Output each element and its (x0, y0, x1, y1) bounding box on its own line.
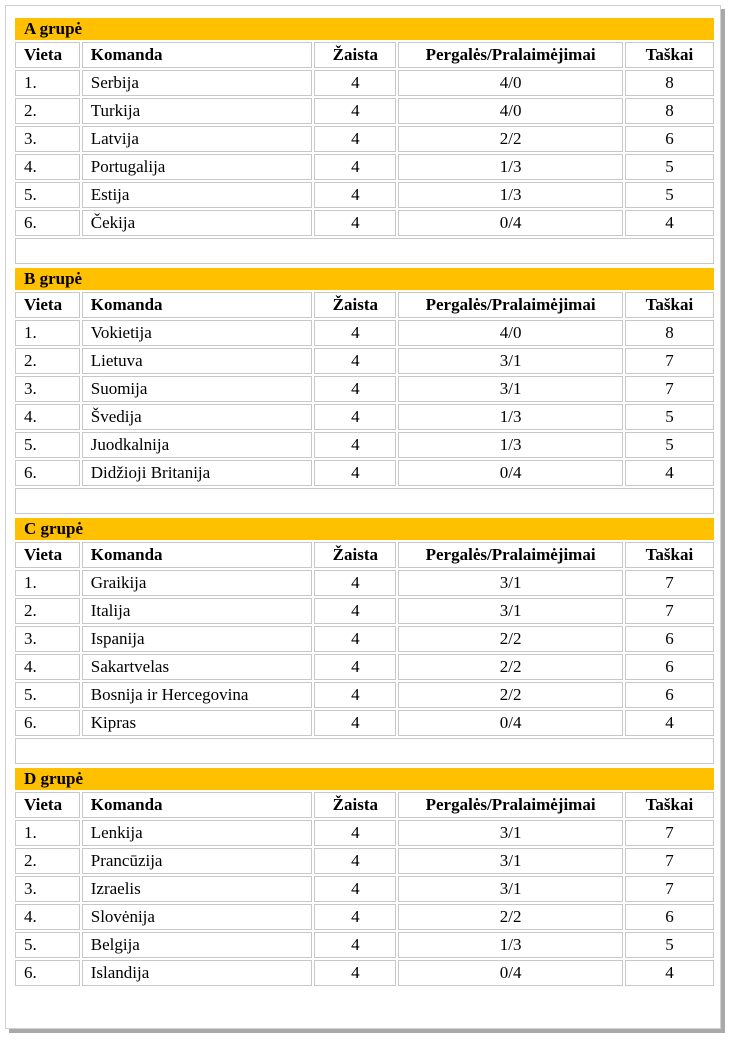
cell-points[interactable]: 7 (625, 876, 714, 902)
table-row (15, 154, 714, 180)
cell-points[interactable]: 5 (625, 154, 714, 180)
cell-played[interactable]: 4 (314, 432, 396, 458)
table-row (15, 848, 714, 874)
cell-place[interactable]: 3. (15, 126, 80, 152)
cell-team[interactable]: Didžioji Britanija (82, 460, 313, 486)
cell-wl[interactable]: 1/3 (398, 432, 623, 458)
cell-team[interactable]: Ispanija (82, 626, 313, 652)
cell-place[interactable]: 4. (15, 654, 80, 680)
cell-wl[interactable]: 4/0 (398, 320, 623, 346)
cell-place[interactable]: 6. (15, 210, 80, 236)
cell-place[interactable]: 6. (15, 710, 80, 736)
table-row (15, 960, 714, 986)
cell-team[interactable]: Čekija (82, 210, 313, 236)
cell-place[interactable]: 4. (15, 154, 80, 180)
header-points[interactable]: Taškai (625, 42, 714, 68)
cell-points[interactable]: 8 (625, 320, 714, 346)
header-wl[interactable]: Pergalės/Pralaimėjimai (398, 542, 623, 568)
header-row (15, 542, 714, 568)
cell-place[interactable]: 6. (15, 960, 80, 986)
header-wl[interactable]: Pergalės/Pralaimėjimai (398, 42, 623, 68)
empty-row (15, 488, 714, 514)
cell-played[interactable]: 4 (314, 404, 396, 430)
cell-team[interactable]: Sakartvelas (82, 654, 313, 680)
cell-played[interactable]: 4 (314, 654, 396, 680)
cell-team[interactable]: Suomija (82, 376, 313, 402)
group-title-row (15, 18, 714, 40)
header-points[interactable]: Taškai (625, 542, 714, 568)
header-row (15, 292, 714, 318)
cell-wl[interactable]: 2/2 (398, 904, 623, 930)
cell-wl[interactable]: 1/3 (398, 932, 623, 958)
cell-wl[interactable]: 3/1 (398, 348, 623, 374)
cell-team[interactable]: Vokietija (82, 320, 313, 346)
cell-wl[interactable]: 1/3 (398, 182, 623, 208)
header-played[interactable]: Žaista (314, 42, 396, 68)
cell-points[interactable]: 7 (625, 820, 714, 846)
cell-team[interactable]: Švedija (82, 404, 313, 430)
cell-played[interactable]: 4 (314, 98, 396, 124)
cell-played[interactable]: 4 (314, 960, 396, 986)
group-table-1 (13, 266, 716, 516)
table-row (15, 210, 714, 236)
cell-points[interactable]: 6 (625, 626, 714, 652)
header-team[interactable]: Komanda (82, 42, 313, 68)
table-row (15, 432, 714, 458)
cell-team[interactable]: Izraelis (82, 876, 313, 902)
header-row (15, 792, 714, 818)
cell-team[interactable]: Serbija (82, 70, 313, 96)
table-row (15, 98, 714, 124)
cell-points[interactable]: 7 (625, 348, 714, 374)
cell-points[interactable]: 4 (625, 960, 714, 986)
header-wl[interactable]: Pergalės/Pralaimėjimai (398, 292, 623, 318)
group-table-0 (13, 16, 716, 266)
table-row (15, 682, 714, 708)
cell-wl[interactable]: 4/0 (398, 70, 623, 96)
cell-wl[interactable]: 3/1 (398, 876, 623, 902)
table-row (15, 70, 714, 96)
cell-team[interactable]: Slovėnija (82, 904, 313, 930)
cell-points[interactable]: 6 (625, 126, 714, 152)
cell-place[interactable]: 2. (15, 598, 80, 624)
table-row (15, 654, 714, 680)
table-row (15, 710, 714, 736)
cell-played[interactable]: 4 (314, 682, 396, 708)
table-row (15, 904, 714, 930)
cell-wl[interactable]: 1/3 (398, 404, 623, 430)
cell-wl[interactable]: 2/2 (398, 626, 623, 652)
table-row (15, 404, 714, 430)
table-row (15, 598, 714, 624)
header-played[interactable]: Žaista (314, 542, 396, 568)
cell-played[interactable]: 4 (314, 848, 396, 874)
cell-wl[interactable]: 4/0 (398, 98, 623, 124)
empty-row (15, 738, 714, 764)
cell-place[interactable]: 2. (15, 98, 80, 124)
cell-place[interactable]: 5. (15, 182, 80, 208)
table-row (15, 876, 714, 902)
cell-wl[interactable]: 0/4 (398, 710, 623, 736)
cell-played[interactable]: 4 (314, 626, 396, 652)
header-team[interactable]: Komanda (82, 542, 313, 568)
cell-place[interactable]: 4. (15, 904, 80, 930)
cell-place[interactable]: 5. (15, 932, 80, 958)
header-place[interactable]: Vieta (15, 792, 80, 818)
cell-points[interactable]: 8 (625, 98, 714, 124)
cell-wl[interactable]: 3/1 (398, 598, 623, 624)
table-row (15, 626, 714, 652)
cell-played[interactable]: 4 (314, 904, 396, 930)
cell-wl[interactable]: 3/1 (398, 376, 623, 402)
cell-wl[interactable]: 1/3 (398, 154, 623, 180)
cell-played[interactable]: 4 (314, 348, 396, 374)
cell-points[interactable]: 7 (625, 570, 714, 596)
table-row (15, 320, 714, 346)
cell-wl[interactable]: 3/1 (398, 820, 623, 846)
header-place[interactable]: Vieta (15, 292, 80, 318)
cell-team[interactable]: Islandija (82, 960, 313, 986)
cell-place[interactable]: 1. (15, 570, 80, 596)
cell-wl[interactable]: 2/2 (398, 654, 623, 680)
table-row (15, 570, 714, 596)
header-team[interactable]: Komanda (82, 792, 313, 818)
cell-played[interactable]: 4 (314, 210, 396, 236)
group-table-2 (13, 516, 716, 766)
cell-place[interactable]: 2. (15, 848, 80, 874)
cell-played[interactable]: 4 (314, 70, 396, 96)
cell-points[interactable]: 5 (625, 404, 714, 430)
cell-points[interactable]: 7 (625, 598, 714, 624)
cell-points[interactable]: 5 (625, 432, 714, 458)
cell-team[interactable]: Prancūzija (82, 848, 313, 874)
cell-played[interactable]: 4 (314, 376, 396, 402)
header-place[interactable]: Vieta (15, 542, 80, 568)
cell-place[interactable]: 2. (15, 348, 80, 374)
cell-played[interactable]: 4 (314, 154, 396, 180)
cell-played[interactable]: 4 (314, 182, 396, 208)
group-title[interactable]: A grupė (15, 18, 714, 40)
cell-place[interactable]: 3. (15, 626, 80, 652)
cell-place[interactable]: 1. (15, 820, 80, 846)
cell-points[interactable]: 7 (625, 376, 714, 402)
cell-team[interactable]: Italija (82, 598, 313, 624)
empty-row (15, 238, 714, 264)
cell-played[interactable]: 4 (314, 320, 396, 346)
cell-played[interactable]: 4 (314, 598, 396, 624)
cell-team[interactable]: Juodkalnija (82, 432, 313, 458)
table-row (15, 932, 714, 958)
cell-played[interactable]: 4 (314, 710, 396, 736)
header-wl[interactable]: Pergalės/Pralaimėjimai (398, 792, 623, 818)
cell-points[interactable]: 6 (625, 654, 714, 680)
cell-place[interactable]: 5. (15, 682, 80, 708)
cell-wl[interactable]: 3/1 (398, 848, 623, 874)
cell-wl[interactable]: 2/2 (398, 682, 623, 708)
header-played[interactable]: Žaista (314, 792, 396, 818)
cell-place[interactable]: 3. (15, 376, 80, 402)
cell-points[interactable]: 6 (625, 682, 714, 708)
cell-place[interactable]: 5. (15, 432, 80, 458)
cell-played[interactable]: 4 (314, 932, 396, 958)
table-row (15, 460, 714, 486)
cell-played[interactable]: 4 (314, 876, 396, 902)
cell-team[interactable]: Estija (82, 182, 313, 208)
group-title-row (15, 768, 714, 790)
group-table-3 (13, 766, 716, 988)
cell-team[interactable]: Bosnija ir Hercegovina (82, 682, 313, 708)
cell-team[interactable]: Lietuva (82, 348, 313, 374)
document-page (5, 5, 721, 1029)
cell-team[interactable]: Turkija (82, 98, 313, 124)
cell-points[interactable]: 5 (625, 182, 714, 208)
header-row (15, 42, 714, 68)
header-place[interactable]: Vieta (15, 42, 80, 68)
table-row (15, 820, 714, 846)
cell-points[interactable]: 5 (625, 932, 714, 958)
group-title[interactable]: C grupė (15, 518, 714, 540)
cell-points[interactable]: 8 (625, 70, 714, 96)
cell-points[interactable]: 6 (625, 904, 714, 930)
table-row (15, 376, 714, 402)
table-row (15, 348, 714, 374)
document-content (14, 16, 715, 988)
cell-points[interactable]: 7 (625, 848, 714, 874)
cell-team[interactable]: Kipras (82, 710, 313, 736)
cell-played[interactable]: 4 (314, 820, 396, 846)
table-row (15, 126, 714, 152)
empty-cell[interactable] (15, 238, 714, 264)
cell-team[interactable]: Latvija (82, 126, 313, 152)
cell-wl[interactable]: 2/2 (398, 126, 623, 152)
group-title-row (15, 268, 714, 290)
cell-place[interactable]: 6. (15, 460, 80, 486)
cell-wl[interactable]: 0/4 (398, 460, 623, 486)
header-team[interactable]: Komanda (82, 292, 313, 318)
cell-team[interactable]: Belgija (82, 932, 313, 958)
cell-team[interactable]: Portugalija (82, 154, 313, 180)
header-points[interactable]: Taškai (625, 292, 714, 318)
cell-place[interactable]: 1. (15, 70, 80, 96)
cell-place[interactable]: 1. (15, 320, 80, 346)
header-played[interactable]: Žaista (314, 292, 396, 318)
cell-wl[interactable]: 0/4 (398, 210, 623, 236)
group-title[interactable]: D grupė (15, 768, 714, 790)
cell-points[interactable]: 4 (625, 710, 714, 736)
cell-team[interactable]: Graikija (82, 570, 313, 596)
table-row (15, 182, 714, 208)
cell-points[interactable]: 4 (625, 460, 714, 486)
cell-wl[interactable]: 3/1 (398, 570, 623, 596)
empty-cell[interactable] (15, 738, 714, 764)
group-title[interactable]: B grupė (15, 268, 714, 290)
cell-played[interactable]: 4 (314, 126, 396, 152)
cell-place[interactable]: 3. (15, 876, 80, 902)
cell-wl[interactable]: 0/4 (398, 960, 623, 986)
header-points[interactable]: Taškai (625, 792, 714, 818)
cell-team[interactable]: Lenkija (82, 820, 313, 846)
empty-cell[interactable] (15, 488, 714, 514)
cell-played[interactable]: 4 (314, 570, 396, 596)
cell-place[interactable]: 4. (15, 404, 80, 430)
cell-played[interactable]: 4 (314, 460, 396, 486)
cell-points[interactable]: 4 (625, 210, 714, 236)
group-title-row (15, 518, 714, 540)
